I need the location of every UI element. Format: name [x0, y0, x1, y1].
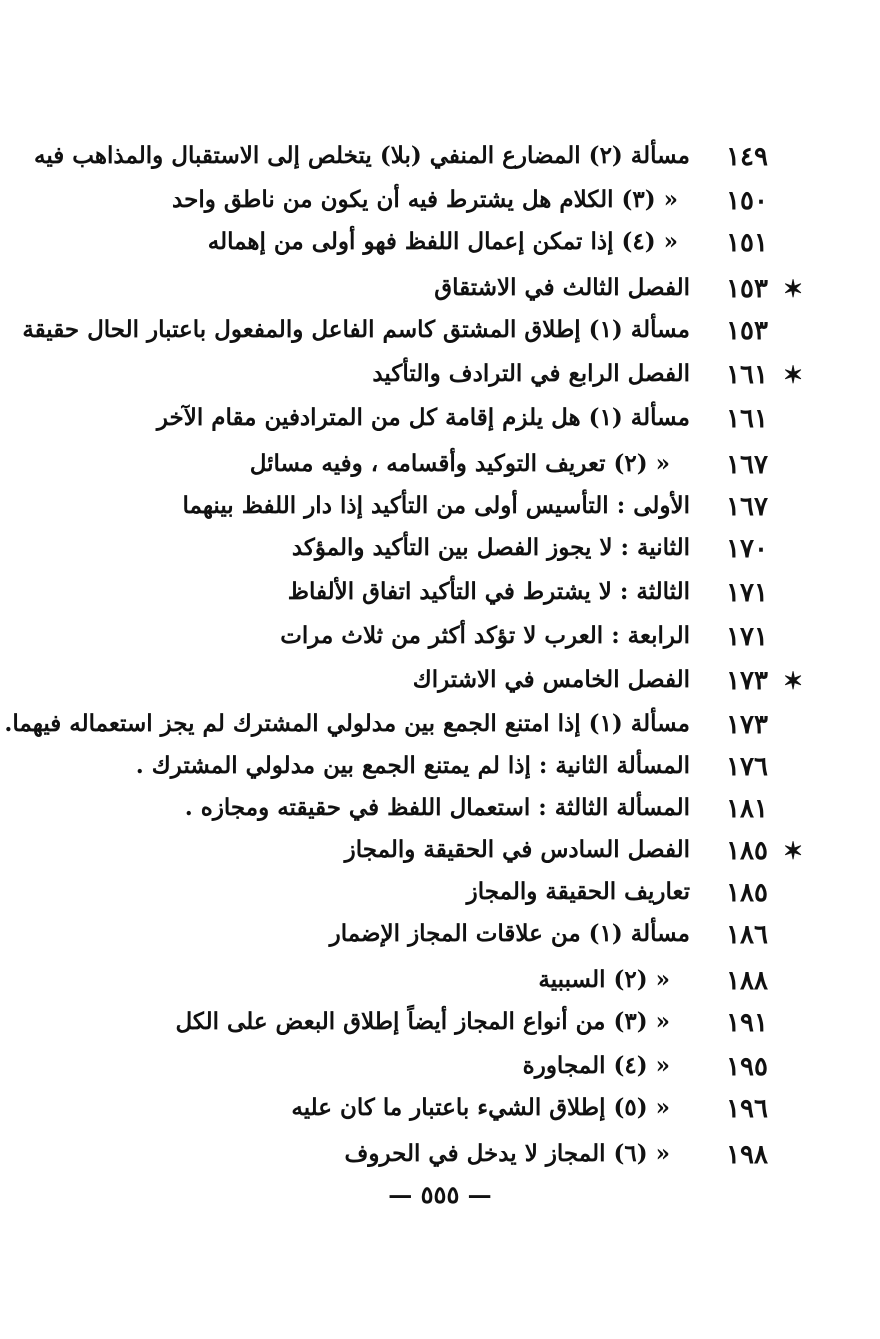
index-entry	[0, 402, 880, 446]
entry-title: المسألة الثانية : إذا لم يمتنع الجمع بين مدلولي المشترك .	[135, 752, 690, 779]
page-number: ١٦٧	[726, 492, 768, 522]
entry-title: مسألة (٢) المضارع المنفي (بلا) يتخلص إلى الاستقبال والمذاهب فيه	[34, 142, 690, 169]
page-number: ١٩٨	[726, 1140, 768, 1170]
entry-title: « (٥) إطلاق الشيء باعتبار ما كان عليه	[291, 1094, 670, 1121]
page-number: ١٥٣	[726, 316, 768, 346]
index-entry	[0, 918, 880, 962]
entry-title: مسألة (١) إطلاق المشتق كاسم الفاعل والمفعول باعتبار الحال حقيقة	[22, 316, 690, 343]
page-number: ١٧٣	[726, 666, 768, 696]
section-star-icon: ✶	[782, 274, 804, 303]
index-entry	[0, 750, 880, 794]
page-number: ١٧١	[726, 578, 768, 608]
entry-title: « (٢) تعريف التوكيد وأقسامه ، وفيه مسائل	[249, 450, 670, 477]
page-number: ١٥٣	[726, 274, 768, 304]
index-entry	[0, 620, 880, 664]
entry-title: الثالثة : لا يشترط في التأكيد اتفاق الألفاظ	[287, 578, 690, 605]
index-entry	[0, 272, 880, 316]
page-number: ١٩١	[726, 1008, 768, 1038]
index-entry	[0, 1138, 880, 1182]
entry-title: « (٣) الكلام هل يشترط فيه أن يكون من ناطق واحد	[172, 186, 678, 213]
section-star-icon: ✶	[782, 836, 804, 865]
index-entry	[0, 964, 880, 1008]
entry-title: « (٤) المجاورة	[522, 1052, 670, 1079]
entry-title: الرابعة : العرب لا تؤكد أكثر من ثلاث مرات	[280, 622, 690, 649]
entry-title: « (٦) المجاز لا يدخل في الحروف	[344, 1140, 670, 1167]
index-entry	[0, 448, 880, 492]
page-number: ١٨٥	[726, 836, 768, 866]
index-entry	[0, 1050, 880, 1094]
page-number: ١٨٦	[726, 920, 768, 950]
page-number: ١٦٧	[726, 450, 768, 480]
page-number: ١٥١	[726, 228, 768, 258]
entry-title: « (٣) من أنواع المجاز أيضاً إطلاق البعض على الكل	[175, 1008, 670, 1035]
entry-title: الفصل الخامس في الاشتراك	[412, 666, 690, 693]
page-number: ١٨٨	[726, 966, 768, 996]
entry-title: « (٤) إذا تمكن إعمال اللفظ فهو أولى من إهماله	[207, 228, 678, 255]
page-number: ١٦١	[726, 360, 768, 390]
entry-title: مسألة (١) هل يلزم إقامة كل من المترادفين مقام الآخر	[156, 404, 690, 431]
page-number: ١٧٠	[726, 534, 768, 564]
page-number: ١٤٩	[726, 142, 768, 172]
entry-title: الفصل الثالث في الاشتقاق	[434, 274, 690, 301]
section-star-icon: ✶	[782, 360, 804, 389]
entry-title: الفصل الرابع في الترادف والتأكيد	[372, 360, 690, 387]
entry-title: الأولى : التأسيس أولى من التأكيد إذا دار اللفظ بينهما	[182, 492, 690, 519]
index-entry	[0, 876, 880, 920]
page-number: ١٧٦	[726, 752, 768, 782]
page-number: ١٦١	[726, 404, 768, 434]
page-number: ١٨١	[726, 794, 768, 824]
index-entry	[0, 664, 880, 708]
index-entry	[0, 576, 880, 620]
index-entry	[0, 184, 880, 228]
entry-title: تعاريف الحقيقة والمجاز	[466, 878, 690, 905]
page-number: ١٩٥	[726, 1052, 768, 1082]
index-entry	[0, 532, 880, 576]
page-footer-number: — ٥٥٥ —	[388, 1180, 492, 1209]
page-number: ١٥٠	[726, 186, 768, 216]
entry-title: مسألة (١) إذا امتنع الجمع بين مدلولي المشترك لم يجز استعماله فيهما.	[4, 710, 690, 737]
section-star-icon: ✶	[782, 666, 804, 695]
index-entry	[0, 314, 880, 358]
entry-title: « (٢) السببية	[538, 966, 670, 993]
index-entry	[0, 226, 880, 270]
index-entry	[0, 708, 880, 752]
index-entry	[0, 834, 880, 878]
index-entry	[0, 792, 880, 836]
page-number: ١٩٦	[726, 1094, 768, 1124]
entry-title: الثانية : لا يجوز الفصل بين التأكيد والمؤكد	[291, 534, 690, 561]
page-number: ١٨٥	[726, 878, 768, 908]
entry-title: الفصل السادس في الحقيقة والمجاز	[344, 836, 690, 863]
index-entry	[0, 490, 880, 534]
page-number: ١٧٣	[726, 710, 768, 740]
page-number: ١٧١	[726, 622, 768, 652]
entry-title: المسألة الثالثة : استعمال اللفظ في حقيقته ومجازه .	[184, 794, 690, 821]
entry-title: مسألة (١) من علاقات المجاز الإضمار	[329, 920, 690, 947]
index-entry	[0, 140, 880, 184]
index-entry	[0, 1006, 880, 1050]
index-entry	[0, 358, 880, 402]
index-entry	[0, 1092, 880, 1136]
